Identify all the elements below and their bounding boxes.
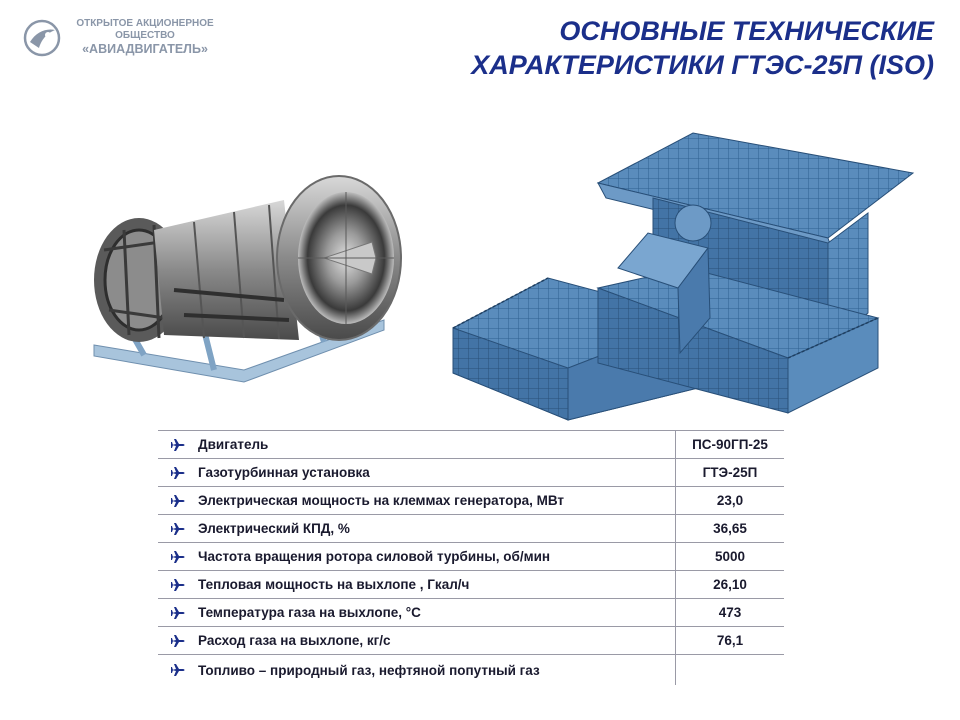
- table-row: [158, 571, 784, 599]
- airplane-icon: [158, 577, 198, 593]
- airplane-icon: [158, 465, 198, 481]
- company-line-1: ОТКРЫТОЕ АКЦИОНЕРНОЕ: [76, 18, 214, 29]
- bullet-cell: [158, 543, 198, 571]
- company-name: «АВИАДВИГАТЕЛЬ»: [82, 42, 208, 56]
- table-row: [158, 543, 784, 571]
- company-emblem-icon: [22, 18, 62, 58]
- spec-value: [676, 655, 785, 686]
- power-plant-3d-render: [448, 128, 918, 424]
- spec-label: Расход газа на выхлопе, кг/с: [198, 627, 676, 655]
- airplane-icon: [158, 549, 198, 565]
- table-row: [158, 487, 784, 515]
- spec-label: Газотурбинная установка: [198, 459, 676, 487]
- company-line-2: ОБЩЕСТВО: [115, 30, 175, 41]
- spec-label: Двигатель: [198, 431, 676, 459]
- airplane-icon: [158, 521, 198, 537]
- table-row: [158, 655, 784, 686]
- specs-table: [158, 430, 784, 685]
- bullet-cell: [158, 487, 198, 515]
- bullet-cell: [158, 431, 198, 459]
- spec-value: 23,0: [676, 487, 785, 515]
- spec-label: Топливо – природный газ, нефтяной попутный газ: [198, 655, 676, 686]
- spec-value: 5000: [676, 543, 785, 571]
- company-logo: [22, 18, 232, 62]
- table-row: [158, 599, 784, 627]
- table-row: [158, 515, 784, 543]
- spec-value: 76,1: [676, 627, 785, 655]
- spec-label: Температура газа на выхлопе, °С: [198, 599, 676, 627]
- table-row: [158, 627, 784, 655]
- spec-label: Электрический КПД, %: [198, 515, 676, 543]
- spec-label: Частота вращения ротора силовой турбины, об/мин: [198, 543, 676, 571]
- bullet-cell: [158, 571, 198, 599]
- spec-value: ПС-90ГП-25: [676, 431, 785, 459]
- airplane-icon: [158, 493, 198, 509]
- spec-label: Электрическая мощность на клеммах генератора, МВт: [198, 487, 676, 515]
- bullet-cell: [158, 655, 198, 686]
- gas-turbine-engine-photo: [84, 170, 414, 385]
- spec-value: 473: [676, 599, 785, 627]
- bullet-cell: [158, 627, 198, 655]
- bullet-cell: [158, 515, 198, 543]
- page-title: [374, 14, 934, 82]
- table-row: [158, 459, 784, 487]
- title-line-1: ОСНОВНЫЕ ТЕХНИЧЕСКИЕ: [559, 16, 934, 46]
- airplane-icon: [158, 605, 198, 621]
- title-line-2: ХАРАКТЕРИСТИКИ ГТЭС-25П (ISO): [471, 50, 934, 80]
- company-name-block: [60, 18, 230, 57]
- spec-value: 36,65: [676, 515, 785, 543]
- airplane-icon: [158, 662, 198, 678]
- spec-label: Тепловая мощность на выхлопе , Гкал/ч: [198, 571, 676, 599]
- bullet-cell: [158, 459, 198, 487]
- spec-value: ГТЭ-25П: [676, 459, 785, 487]
- airplane-icon: [158, 437, 198, 453]
- bullet-cell: [158, 599, 198, 627]
- table-row: [158, 431, 784, 459]
- spec-value: 26,10: [676, 571, 785, 599]
- airplane-icon: [158, 633, 198, 649]
